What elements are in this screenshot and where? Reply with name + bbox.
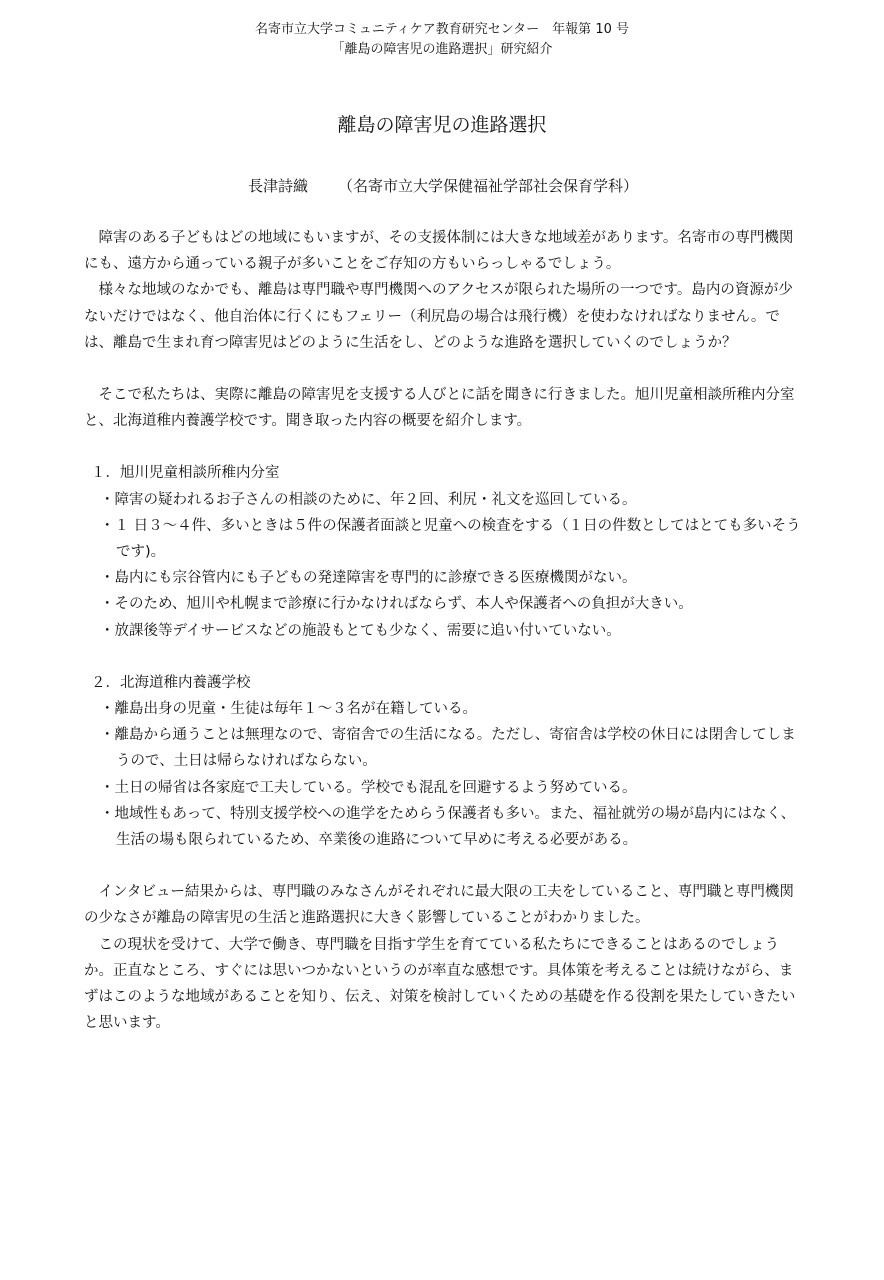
section-2 — [84, 670, 804, 853]
author-affiliation: （名寄市立大学保健福祉学部社会保育学科） — [338, 177, 639, 195]
list-item: ・土日の帰省は各家庭で工夫している。学校でも混乱を回避するよう努めている。 — [100, 779, 637, 796]
header-line-2: 「離島の障害児の進路選択」研究紹介 — [331, 42, 553, 57]
paragraph-gap — [84, 644, 804, 670]
list-item: ・１ 日３～４件、多いときは５件の保護者面談と児童への検査をする（１日の件数としてはとても多いそうです)。 — [100, 517, 801, 561]
paragraph-gap — [84, 434, 804, 460]
list-item: ・離島出身の児童・生徒は毎年１～３名が在籍している。 — [100, 701, 477, 718]
list-item: ・離島から通うことは無理なので、寄宿舎での生活になる。ただし、寄宿舎は学校の休日には閉舎してしまうので、土日は帰らなければならない。 — [100, 727, 796, 770]
author-line — [248, 175, 638, 197]
list-item: ・島内にも宗谷管内にも子どもの発達障害を専門的に診療できる医療機関がない。 — [100, 570, 637, 587]
intro-paragraph-1: 障害のある子どもはどの地域にもいますが、その支援体制には大きな地域差があります。名寄市の専門機関にも、遠方から通っている親子が多いことをご存知の方もいらっしゃるでしょう。 — [84, 230, 794, 273]
paragraph-gap — [84, 853, 804, 879]
conclusion-paragraph-2: この現状を受けて、大学で働き、専門職を目指す学生を育てている私たちにできることはあるのでしょうか。正直なところ、すぐには思いつかないというのが率直な感想です。具体策を考えることは続けながら、まずはこのような地域があることを知り、伝え、対策を検討していくための基礎を作る役割を果たしていきたいと思います。 — [84, 936, 796, 1032]
list-item: ・地域性もあって、特別支援学校への進学をためらう保護者も多い。また、福祉就労の場が島内にはなく、生活の場も限られているため、卒業後の進路について早めに考える必要がある。 — [100, 805, 796, 849]
list-item: ・障害の疑われるお子さんの相談のために、年２回、利尻・礼文を巡回している。 — [100, 491, 637, 508]
header-line-1: 名寄市立大学コミュニティケア教育研究センター 年報第 10 号 — [255, 22, 629, 37]
section-heading: １．旭川児童相談所稚内分室 — [91, 465, 280, 482]
list-item: ・そのため、旭川や札幌まで診療に行かなければならず、本人や保護者への負担が大きい。 — [100, 596, 693, 613]
paragraph-gap — [84, 356, 804, 382]
conclusion-paragraph-1: インタビュー結果からは、専門職のみなさんがそれぞれに最大限の工夫をしていること、専門職と専門機関の少なさが離島の障害児の生活と進路選択に大きく影響していることがわかりました。 — [84, 884, 794, 927]
section-heading: ２．北海道稚内養護学校 — [91, 674, 251, 691]
running-header — [0, 20, 884, 60]
article-body — [84, 225, 804, 1036]
article-title: 離島の障害児の進路選択 — [337, 114, 547, 136]
intro-paragraph-3: そこで私たちは、実際に離島の障害児を支援する人びとに話を聞きに行きました。旭川児童相談所稚内分室と、北海道稚内養護学校です。聞き取った内容の概要を紹介します。 — [84, 387, 795, 430]
list-item: ・放課後等デイサービスなどの施設もとても少なく、需要に追い付いていない。 — [100, 622, 621, 639]
author-name: 長津詩織 — [248, 177, 309, 195]
section-1 — [84, 460, 804, 643]
intro-paragraph-2: 様々な地域のなかでも、離島は専門職や専門機関へのアクセスが限られた場所の一つです。島内の資源が少ないだけではなく、他自治体に行くにもフェリー（利尻島の場合は飛行機）を使わなければなりません。では、離島で生まれ育つ障害児はどのように生活をし、どのような進路を選択していくのでしょうか？ — [84, 282, 793, 351]
